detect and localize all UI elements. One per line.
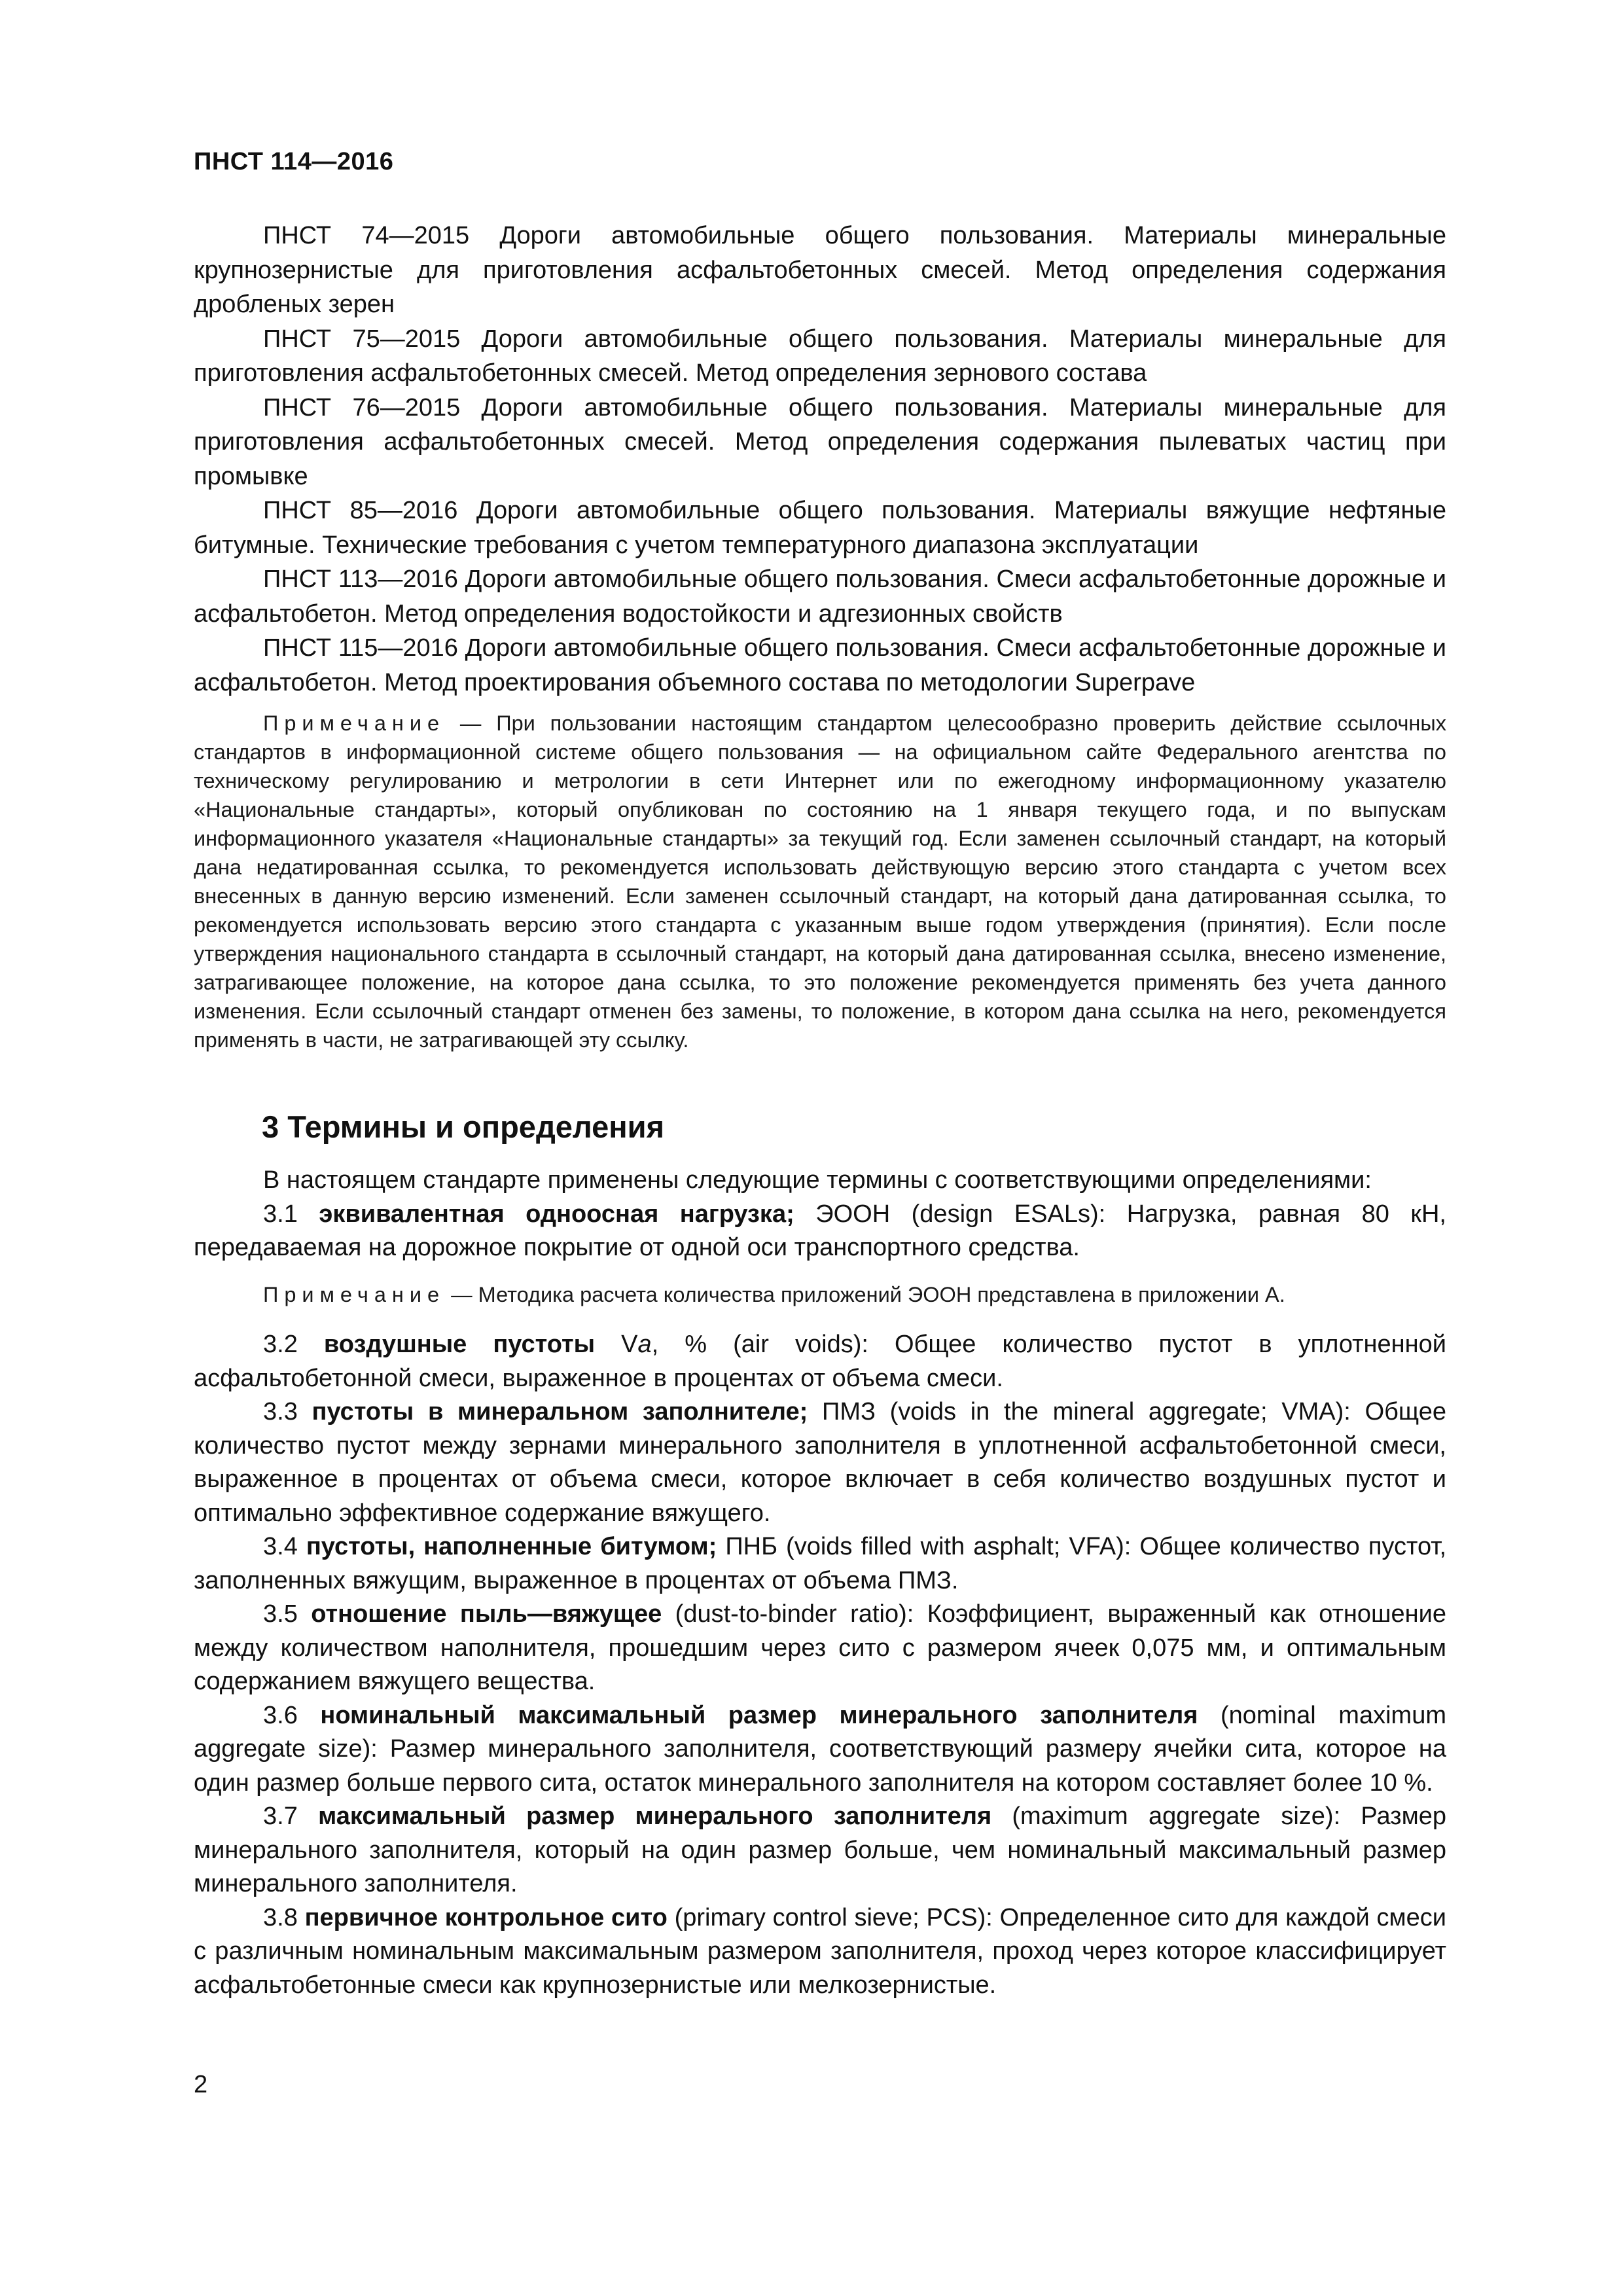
reference-item: ПНСТ 75—2015 Дороги автомобильные общего пользования. Материалы минеральные для приготовления асфальтобетонных смесей. Метод определения зернового состава [194,325,1446,387]
term-definition: 3.7 максимальный размер минерального заполнителя (maximum aggregate size): Размер минерального заполнителя, который на один размер больше, чем номинальный максимальный размер минерального заполнителя. [194,1803,1446,1897]
term-name: эквивалентная одноосная нагрузка; [319,1200,794,1228]
reference-item: ПНСТ 115—2016 Дороги автомобильные общего пользования. Смеси асфальтобетонные дорожные и асфальтобетон. Метод проектирования объемного состава по методологии Superpave [194,634,1446,696]
terms-block-definitions [194,1328,1446,2002]
term-name: максимальный размер минерального заполнителя [318,1803,992,1830]
term-name: воздушные пустоты [323,1331,596,1358]
term-name: отношение пыль—вяжущее [311,1600,662,1628]
term-definition: 3.5 отношение пыль—вяжущее (dust-to-binder ratio): Коэффициент, выраженный как отношение между количеством наполнителя, прошедшим через сито с размером ячеек 0,075 мм, и оптимальным содержанием вяжущего вещества. [194,1600,1446,1695]
term-definition: 3.4 пустоты, наполненные битумом; ПНБ (voids filled with asphalt; VFA): Общее количество пустот, заполненных вяжущим, выраженное в процентах от объема ПМЗ. [194,1533,1447,1594]
reference-item: ПНСТ 76—2015 Дороги автомобильные общего пользования. Материалы минеральные для приготовления асфальтобетонных смесей. Метод определения содержания пылеватых частиц при промывке [194,393,1446,490]
note-label: Примечание [263,711,446,735]
page-number: 2 [194,2071,208,2098]
term-definition: 3.6 номинальный максимальный размер минерального заполнителя (nominal maximum aggregate size): Размер минерального заполнителя, соответствующий размеру ячейки сита, которое на один размер больше первого сита, остаток минерального заполнителя на котором составляет более 10 %. [194,1701,1446,1797]
document-header: ПНСТ 114—2016 [194,148,394,175]
reference-item: ПНСТ 74—2015 Дороги автомобильные общего пользования. Материалы минеральные крупнозернистые для приготовления асфальтобетонных смесей. Метод определения содержания дробленых зерен [194,222,1446,318]
normative-references-list [194,219,1446,700]
term-name: пустоты в минеральном заполнителе; [312,1398,808,1426]
term-definition: 3.8 первичное контрольное сито (primary control sieve; PCS): Определенное сито для каждой смеси с различным номинальным максимальным размером заполнителя, проход через которое классифицирует асфальтобетонные смеси как крупнозернистые или мелкозернистые. [194,1903,1446,1999]
note-text: — При пользовании настоящим стандартом целесообразно проверить действие ссылочных стандартов в информационной системе общего пользования — на официальном сайте Федерального агентства по техническому регулированию и метрологии в сети Интернет или по ежегодному информационному указателю «Национальные стандарты», который опубликован по состоянию на 1 января текущего года, и по выпускам информационного указателя «Национальные стандарты» за текущий год. Если заменен ссылочный стандарт, на который дана недатированная ссылка, то рекомендуется использовать действующую версию этого стандарта с учетом всех внесенных в данную версию изменений. Если заменен ссылочный стандарт, на который дана датированная ссылка, то рекомендуется использовать версию этого стандарта с указанным выше годом утверждения (принятия). Если после утверждения национального стандарта в ссылочный стандарт, на который дана датированная ссылка, внесено изменение, затрагивающее положение, на которое дана ссылка, то это положение рекомендуется применять без учета данного изменения. Если ссылочный стандарт отменен без замены, то положение, в котором дана ссылка на него, рекомендуется применять в части, не затрагивающей эту ссылку. [194,711,1446,1052]
reference-item: ПНСТ 85—2016 Дороги автомобильные общего пользования. Материалы вяжущие нефтяные битумные. Технические требования с учетом температурного диапазона эксплуатации [194,497,1446,559]
reference-item: ПНСТ 113—2016 Дороги автомобильные общего пользования. Смеси асфальтобетонные дорожные и асфальтобетон. Метод определения водостойкости и адгезионных свойств [194,565,1446,628]
term-definition: 3.1 эквивалентная одноосная нагрузка; ЭООН (design ESALs): Нагрузка, равная 80 кН, передаваемая на дорожное покрытие от одной оси транспортного средства. [194,1200,1446,1261]
term-definition: 3.2 воздушные пустоты Va, % (air voids): Общее количество пустот в уплотненной асфальтобетонной смеси, выраженное в процентах от объема смеси. [194,1331,1446,1392]
term-name: номинальный максимальный размер минерального заполнителя [320,1701,1198,1729]
note-text: — Методика расчета количества приложений ЭООН представлена в приложении А. [445,1283,1285,1306]
symbol-subscript: a [637,1331,652,1358]
references-note [194,709,1446,1054]
terms-intro: В настоящем стандарте применены следующие термины с соответствующими определениями: [263,1166,1372,1194]
term-note [194,1280,1446,1309]
term-name: пустоты, наполненные битумом; [306,1533,717,1560]
terms-block-intro [194,1164,1446,1265]
term-name: первичное контрольное сито [304,1903,668,1931]
term-definition: 3.3 пустоты в минеральном заполнителе; ПМЗ (voids in the mineral aggregate; VMA): Общее количество пустот между зернами минерального заполнителя в уплотненной асфальтобетонной смеси, выраженное в процентах от объема смеси, которое включает в себя количество воздушных пустот и оптимально эффективное содержание вяжущего. [194,1398,1446,1527]
section-title: 3 Термины и определения [262,1109,664,1144]
note-label: Примечание [263,1283,446,1306]
